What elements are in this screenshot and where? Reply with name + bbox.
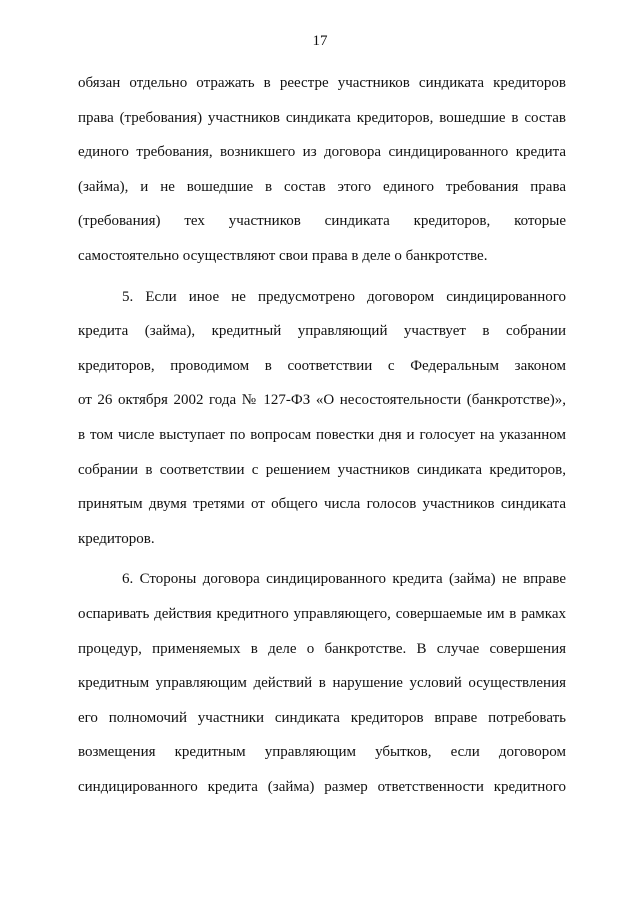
text-line: (займа), и не вошедшие в состав этого единого требования права — [78, 178, 566, 195]
text-line: собрании в соответствии с решением участников синдиката кредиторов, — [78, 461, 566, 478]
text-line: его полномочий участники синдиката кредиторов вправе потребовать — [78, 709, 566, 726]
text-line: в том числе выступает по вопросам повестки дня и голосует на указанном — [78, 426, 566, 443]
text-line: кредитным управляющим действий в нарушение условий осуществления — [78, 675, 566, 692]
text-line: самостоятельно осуществляют свои права в деле о банкротстве. — [78, 247, 488, 264]
text-line: 5. Если иное не предусмотрено договором синдицированного — [122, 288, 566, 305]
text-line: возмещения кредитным управляющим убытков, если договором — [78, 744, 566, 761]
text-line: права (требования) участников синдиката кредиторов, вошедшие в состав — [78, 109, 566, 126]
page-number: 17 — [312, 33, 328, 49]
paragraph — [78, 562, 566, 804]
text-line: принятым двумя третями от общего числа голосов участников синдиката — [78, 496, 566, 513]
text-line: 6. Стороны договора синдицированного кредита (займа) не вправе — [122, 571, 566, 588]
paragraph — [78, 66, 566, 274]
text-line: (требования) тех участников синдиката кредиторов, которые — [78, 213, 566, 230]
text-line: обязан отдельно отражать в реестре участников синдиката кредиторов — [78, 75, 566, 91]
text-line: процедур, применяемых в деле о банкротстве. В случае совершения — [78, 640, 566, 657]
paragraph — [78, 280, 566, 557]
text-line: кредита (займа), кредитный управляющий участвует в собрании — [78, 323, 566, 340]
body-text — [78, 66, 566, 804]
text-line: единого требования, возникшего из договора синдицированного кредита — [78, 144, 566, 161]
text-line: кредиторов. — [78, 530, 155, 547]
text-line: от 26 октября 2002 года № 127-ФЗ «О несостоятельности (банкротстве)», — [78, 392, 566, 409]
text-line: кредиторов, проводимом в соответствии с Федеральным законом — [78, 357, 566, 374]
text-line: синдицированного кредита (займа) размер ответственности кредитного — [78, 778, 566, 795]
text-line: оспаривать действия кредитного управляющего, совершаемые им в рамках — [78, 605, 566, 622]
